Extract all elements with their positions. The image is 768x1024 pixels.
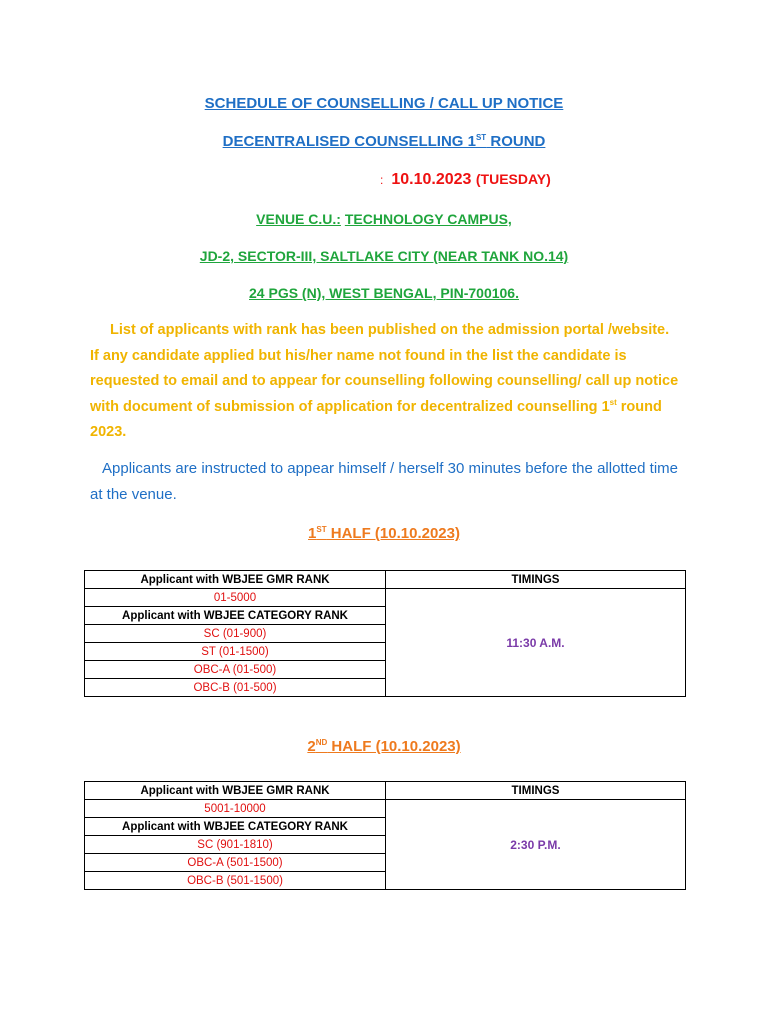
category-rank-header: Applicant with WBJEE CATEGORY RANK [85,607,386,625]
timings-header: TIMINGS [386,782,686,800]
counselling-date [380,171,580,189]
category-rank-obc-a: OBC-A (01-500) [85,661,386,679]
category-rank-obc-b: OBC-B (501-1500) [85,872,386,890]
category-rank-sc: SC (01-900) [85,625,386,643]
category-rank-st: ST (01-1500) [85,643,386,661]
venue-line-3 [0,285,768,301]
venue-line-1 [0,211,768,227]
table-row [85,589,686,607]
table-row [85,571,686,589]
gmr-rank-range: 5001-10000 [85,800,386,818]
notice-sup: st [609,397,617,407]
venue-pin: 24 PGS (N), WEST BENGAL, PIN-700106. [249,285,519,301]
gmr-rank-header: Applicant with WBJEE GMR RANK [85,782,386,800]
table-row [85,800,686,818]
category-rank-obc-b: OBC-B (01-500) [85,679,386,697]
venue-line-2 [0,248,768,264]
second-half-heading [0,738,768,755]
second-half-num: 2 [307,738,316,755]
date-colon: : [380,173,384,187]
date-value: 10.10.2023 [391,171,472,188]
second-half-table [84,781,686,890]
subtitle-main: DECENTRALISED COUNSELLING 1 [222,133,476,150]
first-half-num: 1 [308,525,317,542]
category-rank-header: Applicant with WBJEE CATEGORY RANK [85,818,386,836]
venue-campus: TECHNOLOGY CAMPUS, [344,211,512,227]
notice-subtitle [0,133,768,150]
notice-tail: round 2023. [90,398,662,440]
first-half-heading [0,525,768,542]
notice-text: List of applicants with rank has been published on the admission portal /website. If any candidate applied but his/her name not found in the list the candidate is requested to email and to appear for counselling following counselling/ call up notice with document of submission of application for decentralized counselling 1 [90,322,679,415]
second-half-sup: ND [315,738,328,747]
first-half-text: HALF (10.10.2023) [326,525,460,542]
subtitle-sup: ST [475,133,487,142]
instruction-paragraph: Applicants are instructed to appear himself / herself 30 minutes before the allotted time at the venue. [90,460,678,503]
second-half-text: HALF (10.10.2023) [327,738,461,755]
first-half-table [84,570,686,697]
date-day: (TUESDAY) [475,171,551,187]
first-half-sup: ST [316,525,327,534]
subtitle-tail: ROUND [486,133,546,150]
timings-header: TIMINGS [386,571,686,589]
category-rank-obc-a: OBC-A (501-1500) [85,854,386,872]
gmr-rank-header: Applicant with WBJEE GMR RANK [85,571,386,589]
first-half-timing: 11:30 A.M. [386,589,686,697]
table-row [85,782,686,800]
notice-paragraph [90,318,680,446]
notice-title: SCHEDULE OF COUNSELLING / CALL UP NOTICE [204,95,564,112]
gmr-rank-range: 01-5000 [85,589,386,607]
venue-label: VENUE C.U.: [256,211,341,227]
second-half-timing: 2:30 P.M. [386,800,686,890]
category-rank-sc: SC (901-1810) [85,836,386,854]
venue-address: JD-2, SECTOR-III, SALTLAKE CITY (NEAR TANK NO.14) [199,248,569,264]
